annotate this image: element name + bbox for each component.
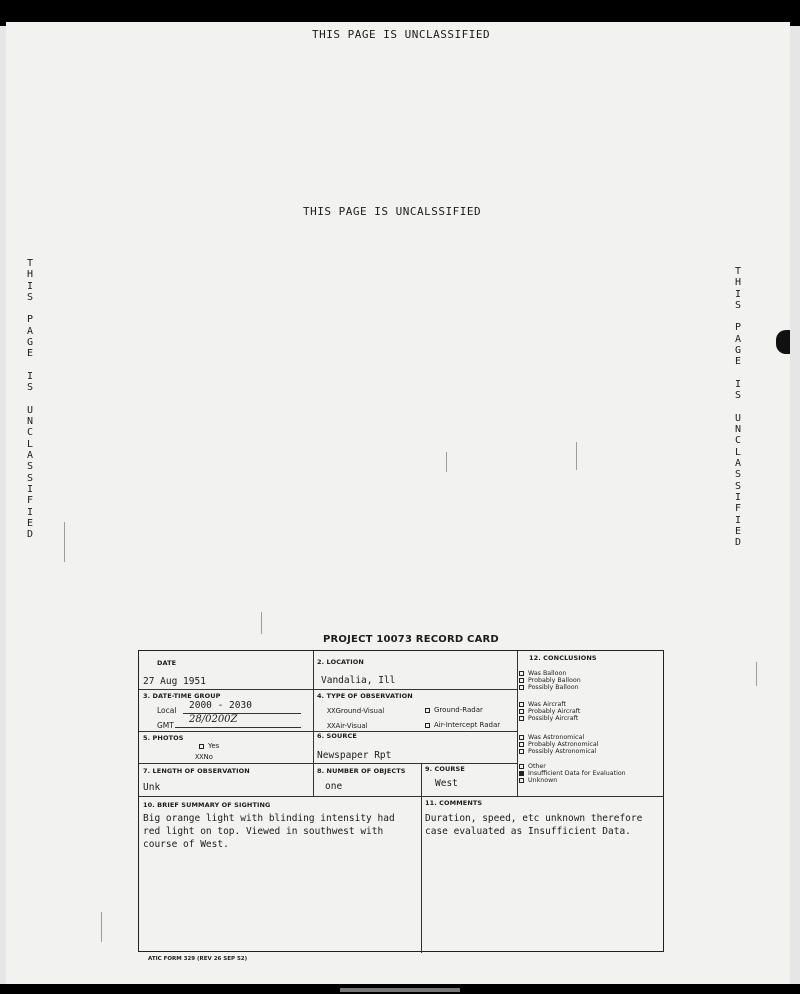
scratch-mark (261, 612, 262, 634)
photos-yes-text: Yes (208, 742, 220, 750)
observation-type-label: 4. TYPE OF OBSERVATION (317, 692, 413, 700)
dtg-gmt-value: 28/0200Z (189, 714, 238, 725)
conclusion-possibly-balloon (519, 684, 579, 691)
checkbox-icon (519, 685, 524, 690)
date-value: 27 Aug 1951 (143, 676, 206, 687)
scratch-mark (756, 662, 757, 686)
ground-radar-option (425, 706, 483, 714)
conclusion-text: Probably Aircraft (528, 708, 581, 715)
checkbox-icon (425, 708, 430, 713)
checkbox-icon (519, 702, 524, 707)
conclusion-possibly-aircraft (519, 715, 578, 722)
scratch-mark (101, 912, 102, 942)
scratch-mark (576, 442, 577, 470)
ground-visual-text: Ground-Visual (335, 707, 385, 715)
divider (421, 763, 422, 796)
location-value: Vandalia, Ill (321, 675, 396, 686)
ground-visual-option (327, 707, 384, 715)
scan-bottom-border (0, 984, 800, 994)
paper-tear-mark (776, 330, 790, 354)
checkbox-icon (519, 749, 524, 754)
conclusion-probably-balloon (519, 677, 581, 684)
record-card-title: PROJECT 10073 RECORD CARD (323, 634, 499, 645)
scratch-mark (64, 522, 65, 562)
location-label: 2. LOCATION (317, 658, 364, 666)
divider (517, 651, 518, 796)
air-visual-option (327, 722, 368, 730)
dtg-local-label: Local (157, 706, 177, 715)
checkbox-icon (519, 671, 524, 676)
conclusion-probably-aircraft (519, 708, 580, 715)
checkbox-icon (425, 723, 430, 728)
course-label: 9. COURSE (425, 765, 465, 773)
conclusion-text: Was Aircraft (528, 701, 566, 708)
scan-mark (340, 988, 460, 992)
record-card (138, 650, 664, 952)
date-label: DATE (157, 659, 177, 667)
checkbox-icon (519, 735, 524, 740)
air-visual-text: Air-Visual (335, 722, 368, 730)
photos-label: 5. PHOTOS (143, 734, 184, 742)
conclusion-text: Was Balloon (528, 670, 567, 677)
checkbox-icon (519, 716, 524, 721)
conclusion-insufficient-data (519, 770, 626, 777)
dtg-label: 3. DATE-TIME GROUP (143, 692, 221, 700)
objects-label: 8. NUMBER OF OBJECTS (317, 767, 406, 775)
divider (421, 796, 422, 953)
checkbox-icon (519, 709, 524, 714)
photos-no-option (195, 753, 213, 761)
right-vertical-classification: T H I S P A G E I S U N C L A S S I F I E D (734, 266, 742, 549)
summary-label: 10. BRIEF SUMMARY OF SIGHTING (143, 801, 271, 809)
dtg-local-value: 2000 - 2030 (189, 700, 252, 711)
course-value: West (435, 778, 458, 789)
length-value: Unk (143, 782, 161, 793)
checked-checkbox-icon (519, 771, 524, 776)
conclusion-text: Unknown (528, 777, 558, 784)
underline (175, 727, 301, 728)
conclusion-text: Other (528, 763, 546, 770)
ground-radar-text: Ground-Radar (434, 706, 483, 714)
air-intercept-text: Air-Intercept Radar (434, 721, 501, 729)
conclusion-possibly-astronomical (519, 748, 596, 755)
photos-yes-option (199, 742, 219, 750)
divider (139, 763, 517, 764)
conclusion-text: Was Astronomical (528, 734, 585, 741)
length-label: 7. LENGTH OF OBSERVATION (143, 767, 250, 775)
photos-no-text: No (203, 753, 213, 761)
middle-classification-banner: THIS PAGE IS UNCALSSIFIED (303, 205, 482, 218)
form-number-footer: ATIC FORM 329 (REV 26 SEP 52) (148, 956, 248, 962)
conclusion-was-aircraft (519, 701, 566, 708)
conclusion-text: Insufficient Data for Evaluation (528, 770, 626, 777)
dtg-gmt-label: GMT (157, 721, 174, 730)
conclusion-probably-astronomical (519, 741, 598, 748)
conclusion-was-balloon (519, 670, 566, 677)
conclusion-text: Probably Astronomical (528, 741, 599, 748)
conclusion-was-astronomical (519, 734, 584, 741)
checkbox-icon (519, 742, 524, 747)
conclusion-text: Possibly Balloon (528, 684, 579, 691)
checked-mark: XX (327, 707, 336, 715)
conclusion-other (519, 763, 546, 770)
conclusion-text: Probably Balloon (528, 677, 581, 684)
divider (313, 763, 314, 796)
divider (139, 689, 517, 690)
scratch-mark (446, 452, 447, 472)
conclusions-label: 12. CONCLUSIONS (529, 654, 597, 662)
conclusion-text: Possibly Aircraft (528, 715, 579, 722)
air-intercept-option (425, 721, 500, 729)
top-classification-banner: THIS PAGE IS UNCLASSIFIED (312, 28, 491, 41)
checkbox-icon (519, 678, 524, 683)
conclusion-unknown (519, 777, 557, 784)
comments-label: 11. COMMENTS (425, 799, 483, 807)
comments-text: Duration, speed, etc unknown therefore case evaluated as Insufficient Data. (425, 813, 643, 837)
checked-mark: XX (327, 722, 336, 730)
summary-text: Big orange light with blinding intensity had red light on top. Viewed in southwest with course of West. (143, 813, 395, 850)
checkbox-icon (519, 764, 524, 769)
divider (139, 796, 664, 797)
objects-value: one (325, 781, 343, 792)
left-vertical-classification: T H I S P A G E I S U N C L A S S I F I E D (26, 258, 34, 541)
source-value: Newspaper Rpt (317, 750, 392, 761)
checkbox-icon (199, 744, 204, 749)
conclusion-text: Possibly Astronomical (528, 748, 597, 755)
checkbox-icon (519, 778, 524, 783)
checked-mark: XX (195, 753, 204, 761)
source-label: 6. SOURCE (317, 732, 357, 740)
